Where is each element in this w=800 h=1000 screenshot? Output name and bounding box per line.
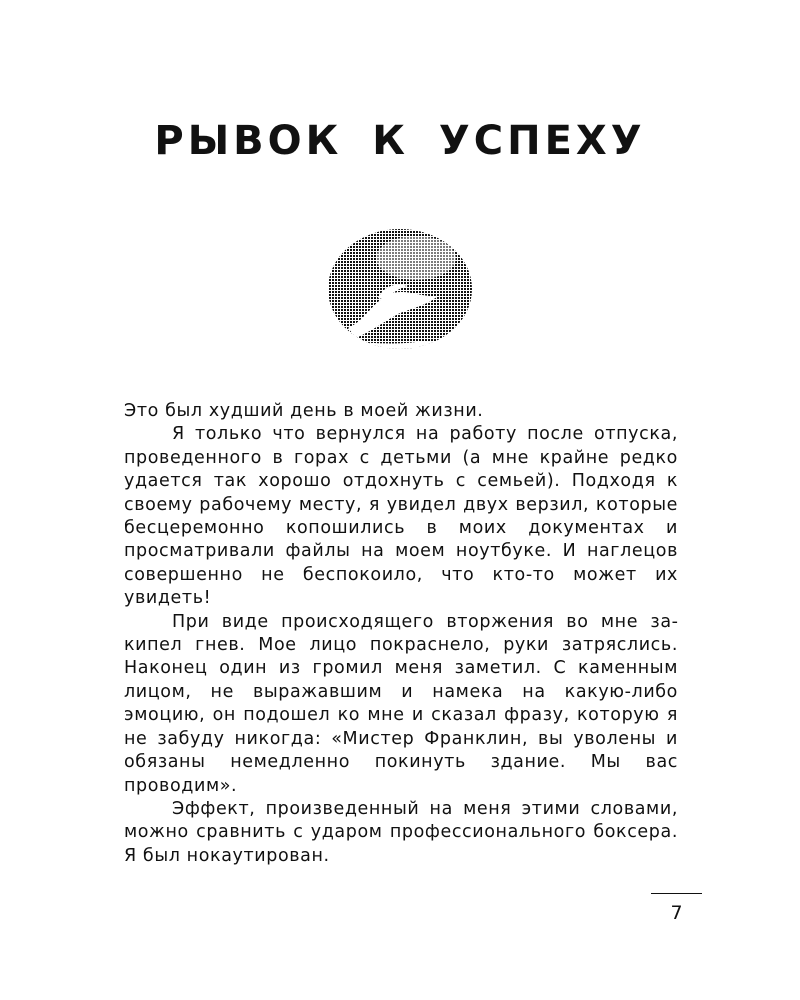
page-number: 7	[670, 902, 683, 924]
paragraph: Я только что вернулся на работу после отпуска, проведенного в горах с детьми (а мне крайне редко удается так хорошо отдохнуть с семьей). Подходя к своему рабочему месту, я увидел двух верзил, которые бесцеремонно копошились в моих документах и просматривали файлы на моем ноутбуке. И наглецов совершенно не беспокоило, что кто-то может их увидеть!	[124, 424, 678, 609]
body-text	[124, 400, 678, 868]
paragraph: Это был худший день в моей жизни.	[124, 401, 484, 421]
paragraph: При виде происходящего вторжения во мне закипел гнев. Мое лицо покраснело, руки затряслись. Наконец один из громил меня заметил. С каменным лицом, не выражавшим и намека на какую-либо эмоцию, он подошел ко мне и сказал фразу, которую я не забуду никогда: «Мистер Франклин, вы уволены и обязаны немедленно покинуть здание. Мы вас проводим».	[124, 611, 678, 796]
footer-divider	[651, 893, 702, 894]
paragraph: Эффект, произведенный на меня этими словами, можно сравнить с ударом профессионального боксера. Я был нокаутирован.	[124, 798, 678, 866]
chapter-title: РЫВОК К УСПЕХУ	[154, 118, 646, 164]
rising-sun-emblem-icon	[326, 228, 474, 350]
